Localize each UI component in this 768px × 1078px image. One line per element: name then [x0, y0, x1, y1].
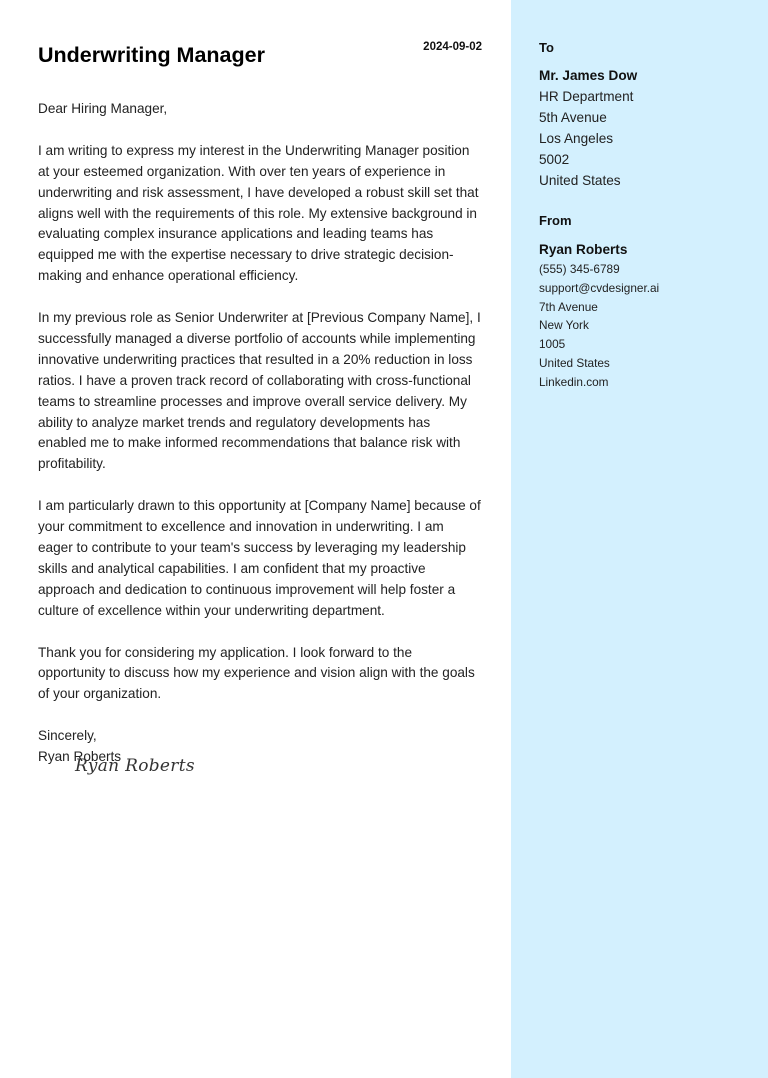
recipient-country: United States	[539, 172, 621, 188]
letter-paragraph-4: Thank you for considering my application. I look forward to the opportunity to discuss how my experience and vision align with the goals of your organization.	[38, 644, 475, 702]
recipient-address	[539, 66, 637, 191]
closing-name: Ryan Roberts	[38, 749, 122, 765]
sidebar	[511, 0, 768, 1078]
handwritten-signature: Ryan Roberts	[75, 756, 195, 776]
recipient-zip: 5002	[539, 151, 570, 167]
sender-street: 7th Avenue	[539, 299, 598, 314]
recipient-heading: To	[539, 40, 554, 55]
letter-paragraph-1: I am writing to express my interest in the Underwriting Manager position at your esteemed organization. With over ten years of experience in underwriting and risk assessment, I have developed a robust skill set that aligns well with the requirements of this role. My extensive background in evaluating complex insurance applications and leading teams has equipped me with the expertise necessary to drive strategic decision-making and enhance operational efficiency.	[38, 142, 479, 284]
letter-paragraph-3: I am particularly drawn to this opportunity at [Company Name] because of your commitment to excellence and innovation in underwriting. I am eager to contribute to your team's success by leveraging my leadership skills and analytical capabilities. I am confident that my proactive approach and dedication to continuous improvement will help foster a culture of excellence within your underwriting department.	[38, 498, 481, 618]
sender-country: United States	[539, 355, 610, 370]
sender-phone: (555) 345-6789	[539, 262, 620, 276]
recipient-name: Mr. James Dow	[539, 68, 638, 83]
salutation: Dear Hiring Manager,	[38, 101, 168, 116]
page-title: Underwriting Manager	[38, 43, 265, 67]
sender-email: support@cvdesigner.ai	[539, 280, 660, 295]
letter-date: 2024-09-02	[423, 41, 482, 53]
recipient-department: HR Department	[539, 88, 634, 104]
sender-city: New York	[539, 318, 589, 333]
sender-details	[539, 240, 659, 392]
sender-zip: 1005	[539, 337, 566, 352]
recipient-city: Los Angeles	[539, 130, 614, 146]
letter-body	[38, 99, 482, 768]
sender-name: Ryan Roberts	[539, 242, 628, 257]
sender-heading: From	[539, 213, 572, 228]
recipient-street: 5th Avenue	[539, 109, 607, 125]
closing: Sincerely,	[38, 728, 97, 744]
sender-website: Linkedin.com	[539, 374, 609, 389]
letter-paragraph-2: In my previous role as Senior Underwriter at [Previous Company Name], I successfully managed a diverse portfolio of accounts while implementing innovative underwriting practices that resulted in a 20% reduction in loss ratios. I have a proven track record of collaborating with cross-functional teams to streamline processes and improve overall service delivery. My ability to analyze market trends and regulatory developments has enabled me to make informed recommendations that balance risk with profitability.	[38, 310, 481, 472]
